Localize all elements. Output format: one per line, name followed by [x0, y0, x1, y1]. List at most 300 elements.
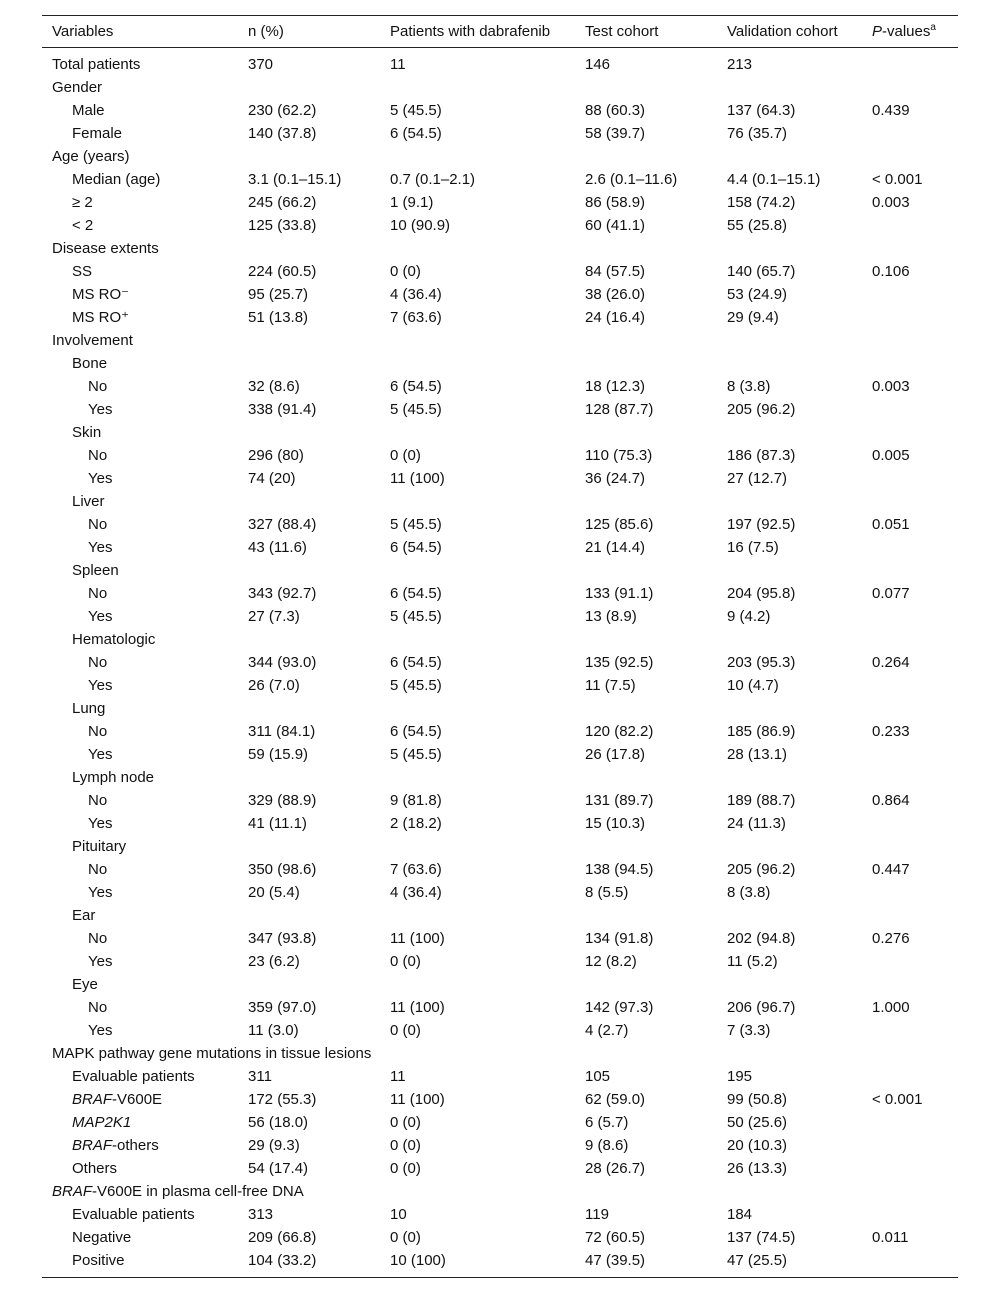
cell-validation-cohort: 11 (5.2) — [727, 953, 778, 970]
cell-validation-cohort: 27 (12.7) — [727, 470, 788, 487]
cell-validation-cohort: 99 (50.8) — [727, 1091, 788, 1108]
variable-label: Eye — [72, 976, 98, 993]
cell-test-cohort: 12 (8.2) — [585, 953, 637, 970]
cell-n-percent: 20 (5.4) — [248, 884, 300, 901]
variable-label: No — [88, 585, 108, 602]
cell-variable — [42, 536, 238, 559]
header-dabrafenib: Patients with dabrafenib — [380, 16, 575, 48]
variable-label: ≥ 2 — [72, 194, 93, 211]
cell-dabrafenib: 10 — [390, 1206, 407, 1223]
table-row — [42, 1042, 958, 1065]
cell-variable — [42, 237, 238, 260]
cell-n-percent: 343 (92.7) — [248, 585, 317, 602]
cell-validation-cohort: 8 (3.8) — [727, 884, 771, 901]
cell-n-percent: 140 (37.8) — [248, 125, 317, 142]
cell-test-cohort: 47 (39.5) — [585, 1252, 646, 1269]
cell-dabrafenib: 5 (45.5) — [390, 401, 442, 418]
cell-validation-cohort — [717, 559, 862, 582]
variable-label: Spleen — [72, 562, 119, 579]
variable-label: No — [88, 516, 108, 533]
cell-dabrafenib: 1 (9.1) — [390, 194, 434, 211]
cell-test-cohort — [575, 766, 717, 789]
cell-test-cohort: 84 (57.5) — [585, 263, 646, 280]
cell-p-value — [862, 145, 958, 168]
cell-dabrafenib: 5 (45.5) — [390, 516, 442, 533]
cell-validation-cohort: 205 (96.2) — [727, 861, 796, 878]
cell-p-value: 0.005 — [872, 447, 910, 464]
cell-variable — [42, 674, 238, 697]
cell-test-cohort: 105 — [585, 1068, 611, 1085]
cell-n-percent: 311 — [248, 1068, 272, 1085]
cell-variable — [42, 168, 238, 191]
cell-dabrafenib: 0 (0) — [390, 447, 421, 464]
table-row — [42, 904, 958, 927]
variable-label: Median (age) — [72, 171, 161, 188]
cell-dabrafenib — [380, 490, 575, 513]
table-row — [42, 674, 958, 697]
cell-test-cohort: 15 (10.3) — [585, 815, 646, 832]
cell-dabrafenib: 0 (0) — [390, 1160, 421, 1177]
cell-variable — [42, 1249, 238, 1278]
cell-variable — [42, 1226, 238, 1249]
table-row — [42, 605, 958, 628]
table-row — [42, 1226, 958, 1249]
header-n-percent: n (%) — [238, 16, 380, 48]
cell-variable — [42, 559, 238, 582]
cell-variable — [42, 927, 238, 950]
cell-validation-cohort — [717, 697, 862, 720]
cell-validation-cohort: 137 (64.3) — [727, 102, 796, 119]
table-row — [42, 444, 958, 467]
header-validation-cohort: Validation cohort — [717, 16, 862, 48]
table-row — [42, 812, 958, 835]
cell-dabrafenib: 7 (63.6) — [390, 309, 442, 326]
table-row — [42, 881, 958, 904]
cell-test-cohort: 62 (59.0) — [585, 1091, 646, 1108]
cell-test-cohort: 28 (26.7) — [585, 1160, 646, 1177]
cell-validation-cohort: 28 (13.1) — [727, 746, 788, 763]
variable-label: Lymph node — [72, 769, 155, 786]
cell-test-cohort: 26 (17.8) — [585, 746, 646, 763]
variable-gene-italic: BRAF — [52, 1183, 93, 1200]
cell-test-cohort — [575, 835, 717, 858]
characteristics-table-container — [42, 15, 958, 1278]
cell-dabrafenib — [380, 76, 575, 99]
table-row — [42, 283, 958, 306]
table-row — [42, 1203, 958, 1226]
cell-n-percent — [238, 329, 380, 352]
cell-validation-cohort — [717, 835, 862, 858]
cell-variable — [42, 191, 238, 214]
cell-dabrafenib: 6 (54.5) — [390, 378, 442, 395]
table-row — [42, 214, 958, 237]
variable-label: < 2 — [72, 217, 94, 234]
cell-n-percent: 56 (18.0) — [248, 1114, 309, 1131]
cell-validation-cohort — [717, 145, 862, 168]
cell-p-value: < 0.001 — [872, 1091, 923, 1108]
cell-validation-cohort: 29 (9.4) — [727, 309, 779, 326]
cell-dabrafenib — [380, 352, 575, 375]
cell-n-percent: 11 (3.0) — [248, 1022, 299, 1039]
variable-label: MS RO⁺ — [72, 309, 130, 326]
cell-n-percent: 313 — [248, 1206, 274, 1223]
table-row — [42, 950, 958, 973]
cell-variable — [42, 996, 238, 1019]
cell-p-value: 0.276 — [872, 930, 910, 947]
table-row — [42, 651, 958, 674]
cell-n-percent — [238, 76, 380, 99]
cell-n-percent: 296 (80) — [248, 447, 304, 464]
table-row — [42, 1019, 958, 1042]
cell-p-value: 0.011 — [872, 1229, 909, 1246]
cell-dabrafenib: 0 (0) — [390, 263, 421, 280]
cell-test-cohort: 146 — [585, 56, 611, 73]
table-row — [42, 76, 958, 99]
cell-dabrafenib: 11 — [390, 1068, 406, 1085]
cell-n-percent — [238, 490, 380, 513]
patient-characteristics-table — [42, 15, 958, 1278]
table-row — [42, 168, 958, 191]
variable-label: Female — [72, 125, 123, 142]
cell-dabrafenib: 5 (45.5) — [390, 102, 442, 119]
variable-label: Positive — [72, 1252, 125, 1269]
cell-n-percent: 347 (93.8) — [248, 930, 317, 947]
cell-p-value — [862, 697, 958, 720]
cell-p-value — [862, 76, 958, 99]
cell-validation-cohort — [717, 766, 862, 789]
cell-n-percent: 327 (88.4) — [248, 516, 317, 533]
cell-n-percent: 54 (17.4) — [248, 1160, 309, 1177]
cell-dabrafenib: 5 (45.5) — [390, 608, 442, 625]
cell-p-value — [862, 881, 958, 904]
variable-label: Gender — [52, 79, 103, 96]
cell-variable — [42, 582, 238, 605]
cell-n-percent: 29 (9.3) — [248, 1137, 300, 1154]
cell-variable — [42, 651, 238, 674]
table-row — [42, 191, 958, 214]
cell-test-cohort — [575, 1180, 717, 1203]
cell-dabrafenib: 11 — [390, 56, 406, 73]
cell-variable — [42, 490, 238, 513]
cell-variable — [42, 48, 238, 77]
table-row — [42, 1111, 958, 1134]
cell-validation-cohort: 55 (25.8) — [727, 217, 788, 234]
table-row — [42, 789, 958, 812]
variable-label: No — [88, 999, 108, 1016]
cell-validation-cohort: 137 (74.5) — [727, 1229, 796, 1246]
cell-n-percent — [238, 352, 380, 375]
cell-validation-cohort: 195 — [727, 1068, 753, 1085]
cell-variable — [42, 1180, 304, 1203]
cell-variable — [42, 720, 238, 743]
table-row — [42, 398, 958, 421]
cell-n-percent: 41 (11.1) — [248, 815, 307, 832]
cell-n-percent: 3.1 (0.1–15.1) — [248, 171, 342, 188]
cell-validation-cohort — [717, 329, 862, 352]
variable-label: MS RO⁻ — [72, 286, 130, 303]
variable-label: No — [88, 378, 108, 395]
cell-n-percent — [238, 145, 380, 168]
cell-p-value: 0.233 — [872, 723, 910, 740]
cell-n-percent: 59 (15.9) — [248, 746, 309, 763]
cell-variable — [42, 605, 238, 628]
cell-p-value — [862, 628, 958, 651]
cell-validation-cohort — [717, 76, 862, 99]
variable-label: Liver — [72, 493, 105, 510]
cell-validation-cohort: 24 (11.3) — [727, 815, 786, 832]
cell-variable — [42, 352, 238, 375]
cell-dabrafenib: 6 (54.5) — [390, 654, 442, 671]
cell-test-cohort: 125 (85.6) — [585, 516, 654, 533]
cell-dabrafenib — [380, 973, 575, 996]
cell-p-value — [862, 122, 958, 145]
cell-test-cohort: 21 (14.4) — [585, 539, 646, 556]
table-row — [42, 1180, 958, 1203]
cell-variable — [42, 1157, 238, 1180]
cell-p-value: 0.003 — [872, 194, 910, 211]
cell-dabrafenib: 0 (0) — [390, 953, 421, 970]
cell-variable — [42, 329, 238, 352]
cell-p-value — [862, 237, 958, 260]
cell-validation-cohort: 9 (4.2) — [727, 608, 771, 625]
cell-validation-cohort: 4.4 (0.1–15.1) — [727, 171, 821, 188]
cell-variable — [42, 513, 238, 536]
cell-dabrafenib: 4 (36.4) — [390, 884, 442, 901]
cell-n-percent — [238, 559, 380, 582]
cell-p-value — [862, 674, 958, 697]
cell-validation-cohort — [717, 973, 862, 996]
cell-variable — [42, 145, 238, 168]
table-row — [42, 352, 958, 375]
cell-n-percent — [238, 835, 380, 858]
cell-p-value — [862, 329, 958, 352]
cell-validation-cohort: 158 (74.2) — [727, 194, 796, 211]
cell-variable — [42, 1042, 372, 1065]
cell-dabrafenib: 6 (54.5) — [390, 585, 442, 602]
table-row — [42, 766, 958, 789]
cell-test-cohort: 138 (94.5) — [585, 861, 654, 878]
cell-dabrafenib — [380, 1042, 575, 1065]
cell-variable — [42, 628, 238, 651]
cell-test-cohort: 133 (91.1) — [585, 585, 654, 602]
table-row — [42, 1134, 958, 1157]
cell-test-cohort — [575, 1042, 717, 1065]
cell-dabrafenib: 6 (54.5) — [390, 539, 442, 556]
cell-dabrafenib: 7 (63.6) — [390, 861, 442, 878]
cell-p-value — [862, 559, 958, 582]
cell-test-cohort: 88 (60.3) — [585, 102, 646, 119]
cell-p-value — [862, 835, 958, 858]
variable-label: Skin — [72, 424, 102, 441]
cell-n-percent: 344 (93.0) — [248, 654, 317, 671]
cell-p-value — [862, 214, 958, 237]
table-row — [42, 536, 958, 559]
table-row — [42, 582, 958, 605]
table-row — [42, 743, 958, 766]
cell-p-value — [862, 1111, 958, 1134]
cell-test-cohort: 135 (92.5) — [585, 654, 654, 671]
variable-label: Bone — [72, 355, 108, 372]
cell-n-percent: 230 (62.2) — [248, 102, 317, 119]
variable-label: Age (years) — [52, 148, 130, 165]
cell-p-value: 0.264 — [872, 654, 910, 671]
cell-test-cohort: 131 (89.7) — [585, 792, 654, 809]
cell-test-cohort: 134 (91.8) — [585, 930, 654, 947]
header-p-italic: P — [872, 23, 883, 40]
cell-test-cohort: 120 (82.2) — [585, 723, 654, 740]
header-variables: Variables — [42, 16, 238, 48]
cell-p-value — [862, 605, 958, 628]
cell-variable — [42, 398, 238, 421]
cell-variable — [42, 260, 238, 283]
cell-dabrafenib: 2 (18.2) — [390, 815, 442, 832]
table-row — [42, 48, 958, 77]
cell-test-cohort — [575, 329, 717, 352]
cell-p-value — [862, 743, 958, 766]
cell-validation-cohort: 10 (4.7) — [727, 677, 779, 694]
cell-p-value — [862, 950, 958, 973]
cell-test-cohort — [575, 628, 717, 651]
cell-validation-cohort: 20 (10.3) — [727, 1137, 788, 1154]
variable-label: Male — [72, 102, 105, 119]
cell-p-value — [862, 352, 958, 375]
table-row — [42, 513, 958, 536]
table-row — [42, 306, 958, 329]
cell-validation-cohort: 76 (35.7) — [727, 125, 788, 142]
cell-validation-cohort: 8 (3.8) — [727, 378, 771, 395]
variable-label: Yes — [88, 401, 113, 418]
cell-validation-cohort: 186 (87.3) — [727, 447, 796, 464]
variable-label: Lung — [72, 700, 106, 717]
cell-n-percent: 104 (33.2) — [248, 1252, 317, 1269]
cell-dabrafenib: 0 (0) — [390, 1022, 421, 1039]
cell-dabrafenib: 6 (54.5) — [390, 723, 442, 740]
cell-dabrafenib: 10 (90.9) — [390, 217, 451, 234]
cell-n-percent: 172 (55.3) — [248, 1091, 317, 1108]
variable-label: MAPK pathway gene mutations in tissue lesions — [52, 1045, 372, 1062]
cell-n-percent — [238, 237, 380, 260]
cell-test-cohort: 58 (39.7) — [585, 125, 646, 142]
variable-label: -V600E — [112, 1091, 163, 1108]
cell-test-cohort — [575, 237, 717, 260]
cell-p-value: 0.439 — [872, 102, 910, 119]
cell-n-percent: 329 (88.9) — [248, 792, 317, 809]
cell-validation-cohort: 203 (95.3) — [727, 654, 796, 671]
cell-test-cohort — [575, 904, 717, 927]
variable-label: Pituitary — [72, 838, 127, 855]
table-row — [42, 1088, 958, 1111]
cell-p-value — [862, 904, 958, 927]
cell-validation-cohort: 7 (3.3) — [727, 1022, 771, 1039]
cell-validation-cohort — [717, 421, 862, 444]
cell-p-value — [862, 421, 958, 444]
variable-label: Evaluable patients — [72, 1206, 195, 1223]
cell-test-cohort — [575, 76, 717, 99]
cell-variable — [42, 1134, 238, 1157]
variable-label: Evaluable patients — [72, 1068, 195, 1085]
cell-variable — [42, 697, 238, 720]
cell-dabrafenib — [380, 766, 575, 789]
variable-label: Yes — [88, 746, 113, 763]
cell-n-percent: 370 — [248, 56, 274, 73]
variable-label: -V600E in plasma cell-free DNA — [92, 1183, 304, 1200]
cell-dabrafenib — [380, 1180, 575, 1203]
variable-label: Ear — [72, 907, 96, 924]
cell-dabrafenib — [380, 237, 575, 260]
variable-label: No — [88, 447, 108, 464]
cell-test-cohort: 119 — [585, 1206, 609, 1223]
cell-test-cohort: 128 (87.7) — [585, 401, 654, 418]
cell-p-value — [862, 812, 958, 835]
cell-validation-cohort: 205 (96.2) — [727, 401, 796, 418]
cell-dabrafenib — [380, 421, 575, 444]
cell-n-percent: 125 (33.8) — [248, 217, 317, 234]
cell-variable — [42, 1111, 238, 1134]
table-row — [42, 559, 958, 582]
header-p-rest: -values — [882, 23, 931, 40]
cell-validation-cohort: 204 (95.8) — [727, 585, 796, 602]
cell-variable — [42, 812, 238, 835]
cell-p-value — [862, 766, 958, 789]
variable-label: Yes — [88, 539, 113, 556]
cell-validation-cohort: 206 (96.7) — [727, 999, 796, 1016]
cell-p-value — [862, 467, 958, 490]
table-row — [42, 1065, 958, 1088]
variable-label: Yes — [88, 1022, 113, 1039]
cell-dabrafenib: 0 (0) — [390, 1137, 421, 1154]
cell-test-cohort: 13 (8.9) — [585, 608, 637, 625]
cell-dabrafenib: 10 (100) — [390, 1252, 446, 1269]
cell-variable — [42, 858, 238, 881]
cell-test-cohort: 18 (12.3) — [585, 378, 646, 395]
cell-validation-cohort — [717, 237, 862, 260]
cell-dabrafenib — [380, 559, 575, 582]
cell-n-percent: 74 (20) — [248, 470, 296, 487]
cell-n-percent: 51 (13.8) — [248, 309, 309, 326]
cell-n-percent: 43 (11.6) — [248, 539, 307, 556]
cell-test-cohort: 4 (2.7) — [585, 1022, 629, 1039]
cell-validation-cohort: 26 (13.3) — [727, 1160, 788, 1177]
cell-test-cohort — [575, 559, 717, 582]
cell-variable — [42, 1088, 238, 1111]
cell-variable — [42, 743, 238, 766]
variable-label: No — [88, 861, 108, 878]
variable-gene-italic: BRAF — [72, 1091, 113, 1108]
cell-variable — [42, 375, 238, 398]
cell-p-value — [862, 1019, 958, 1042]
cell-dabrafenib: 11 (100) — [390, 1091, 445, 1108]
cell-dabrafenib: 11 (100) — [390, 930, 445, 947]
cell-test-cohort: 110 (75.3) — [585, 447, 653, 464]
variable-label: Yes — [88, 470, 113, 487]
cell-n-percent: 224 (60.5) — [248, 263, 317, 280]
table-row — [42, 260, 958, 283]
cell-variable — [42, 306, 238, 329]
variable-label: -others — [112, 1137, 159, 1154]
cell-n-percent: 26 (7.0) — [248, 677, 300, 694]
cell-variable — [42, 467, 238, 490]
table-row — [42, 858, 958, 881]
variable-label: Yes — [88, 953, 113, 970]
cell-validation-cohort: 197 (92.5) — [727, 516, 796, 533]
cell-validation-cohort: 184 — [727, 1206, 753, 1223]
cell-test-cohort: 24 (16.4) — [585, 309, 646, 326]
cell-p-value — [862, 1157, 958, 1180]
cell-validation-cohort: 47 (25.5) — [727, 1252, 788, 1269]
cell-variable — [42, 766, 238, 789]
cell-n-percent — [238, 904, 380, 927]
cell-p-value — [862, 490, 958, 513]
